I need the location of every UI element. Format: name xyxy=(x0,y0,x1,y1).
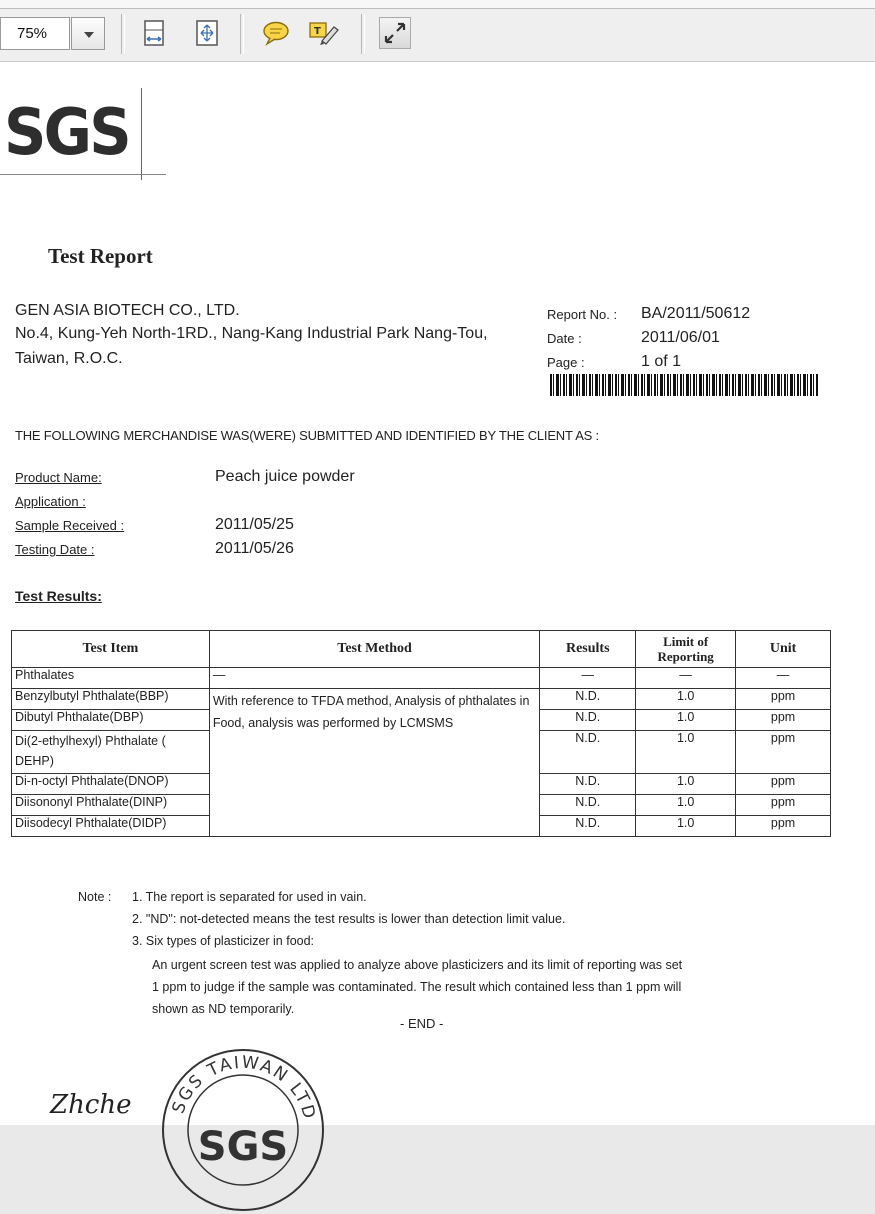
cell-result: N.D. xyxy=(540,816,636,837)
meta-value: 1 of 1 xyxy=(641,353,682,370)
cell-result: — xyxy=(540,668,636,689)
cell-unit: ppm xyxy=(736,689,831,710)
zoom-input[interactable]: 75% xyxy=(0,17,70,50)
cell-item: Di(2-ethylhexyl) Phthalate ( DEHP) xyxy=(12,731,210,774)
field-label-product-name: Product Name: xyxy=(15,470,102,485)
cell-limit: 1.0 xyxy=(636,689,736,710)
seal-text: SGS TAIWAN LTD xyxy=(168,1052,320,1123)
header-limit: Limit of Reporting xyxy=(636,631,736,668)
cell-unit: ppm xyxy=(736,731,831,774)
fit-page-icon xyxy=(141,19,167,47)
field-label-sample-received: Sample Received : xyxy=(15,518,125,533)
header-test-method: Test Method xyxy=(209,631,539,668)
toolbar-top-strip xyxy=(0,0,875,9)
report-title: Test Report xyxy=(48,244,153,268)
toolbar-separator xyxy=(240,14,244,54)
merchandise-statement: THE FOLLOWING MERCHANDISE WAS(WERE) SUBMITTED AND IDENTIFIED BY THE CLIENT AS : xyxy=(15,428,599,443)
cell-item: Phthalates xyxy=(12,668,210,689)
table-row xyxy=(12,689,831,710)
note-line: 3. Six types of plasticizer in food: xyxy=(132,934,315,948)
header-results: Results xyxy=(540,631,636,668)
toolbar-separator xyxy=(121,14,125,54)
note-line: 1 ppm to judge if the sample was contaminated. The result which contained less than 1 ppm will xyxy=(152,980,682,994)
cell-result: N.D. xyxy=(540,795,636,816)
cell-method: — xyxy=(209,668,539,689)
cell-result: N.D. xyxy=(540,710,636,731)
report-meta xyxy=(547,302,750,374)
sgs-logo: SGS xyxy=(4,96,129,170)
meta-date xyxy=(547,326,750,350)
meta-value: 2011/06/01 xyxy=(641,329,720,346)
highlight-button[interactable] xyxy=(308,17,340,49)
fit-page-button[interactable] xyxy=(138,17,170,49)
cell-limit: 1.0 xyxy=(636,710,736,731)
meta-label: Report No. : xyxy=(547,306,618,322)
field-label-testing-date: Testing Date : xyxy=(15,542,95,557)
note-line: 2. "ND": not-detected means the test results is lower than detection limit value. xyxy=(132,912,566,926)
meta-report-no xyxy=(547,302,750,326)
svg-text:SGS: SGS xyxy=(197,1124,289,1170)
meta-label: Page : xyxy=(547,354,585,370)
zoom-dropdown-button[interactable] xyxy=(71,17,105,50)
note-line: 1. The report is separated for used in vain. xyxy=(132,890,367,904)
cell-unit: ppm xyxy=(736,816,831,837)
barcode xyxy=(550,374,818,396)
cell-unit: — xyxy=(736,668,831,689)
svg-text:T: T xyxy=(314,26,321,37)
cell-limit: 1.0 xyxy=(636,774,736,795)
cell-limit: 1.0 xyxy=(636,795,736,816)
cell-unit: ppm xyxy=(736,710,831,731)
document-page xyxy=(0,62,875,1170)
cell-item: Diisodecyl Phthalate(DIDP) xyxy=(12,816,210,837)
field-value-product-name: Peach juice powder xyxy=(215,468,355,485)
cell-item: Dibutyl Phthalate(DBP) xyxy=(12,710,210,731)
note-line: An urgent screen test was applied to analyze above plasticizers and its limit of reporting was set xyxy=(152,958,683,972)
table-row-group xyxy=(12,668,831,689)
logo-divider-horizontal xyxy=(0,174,166,175)
cell-item: Benzylbutyl Phthalate(BBP) xyxy=(12,689,210,710)
cell-unit: ppm xyxy=(736,795,831,816)
meta-value: BA/2011/50612 xyxy=(641,305,751,322)
results-table xyxy=(11,630,831,837)
meta-page xyxy=(547,350,750,374)
end-marker: - END - xyxy=(400,1016,444,1031)
field-value-testing-date: 2011/05/26 xyxy=(215,540,294,557)
company-name: GEN ASIA BIOTECH CO., LTD. xyxy=(15,302,240,319)
toolbar xyxy=(0,0,875,62)
header-test-item: Test Item xyxy=(12,631,210,668)
note-line: shown as ND temporarily. xyxy=(152,1002,295,1016)
field-value-sample-received: 2011/05/25 xyxy=(215,516,294,533)
field-label-application: Application : xyxy=(15,494,86,509)
cell-unit: ppm xyxy=(736,774,831,795)
fullscreen-button[interactable] xyxy=(379,17,411,49)
logo-divider-vertical xyxy=(141,88,142,180)
notes-label: Note : xyxy=(78,890,112,904)
test-results-heading: Test Results: xyxy=(15,588,102,604)
cell-result: N.D. xyxy=(540,731,636,774)
comment-icon xyxy=(261,19,291,47)
cell-limit: — xyxy=(636,668,736,689)
fullscreen-icon xyxy=(383,21,407,45)
fit-width-icon xyxy=(194,19,220,47)
cell-item: Diisononyl Phthalate(DINP) xyxy=(12,795,210,816)
cell-result: N.D. xyxy=(540,689,636,710)
cell-result: N.D. xyxy=(540,774,636,795)
cell-item: Di-n-octyl Phthalate(DNOP) xyxy=(12,774,210,795)
meta-label: Date : xyxy=(547,330,582,346)
cell-limit: 1.0 xyxy=(636,731,736,774)
toolbar-separator xyxy=(361,14,365,54)
sgs-seal xyxy=(153,1034,333,1214)
company-address: No.4, Kung-Yeh North-1RD., Nang-Kang Industrial Park Nang-Tou, Taiwan, R.O.C. xyxy=(15,325,488,367)
highlight-icon xyxy=(308,19,340,47)
cell-limit: 1.0 xyxy=(636,816,736,837)
fit-width-button[interactable] xyxy=(191,17,223,49)
comment-button[interactable] xyxy=(260,17,292,49)
signature: Zhche xyxy=(50,1090,132,1120)
cell-method: With reference to TFDA method, Analysis of phthalates in Food, analysis was performed by LCMSMS xyxy=(209,689,539,837)
header-unit: Unit xyxy=(736,631,831,668)
table-header-row xyxy=(12,631,831,668)
